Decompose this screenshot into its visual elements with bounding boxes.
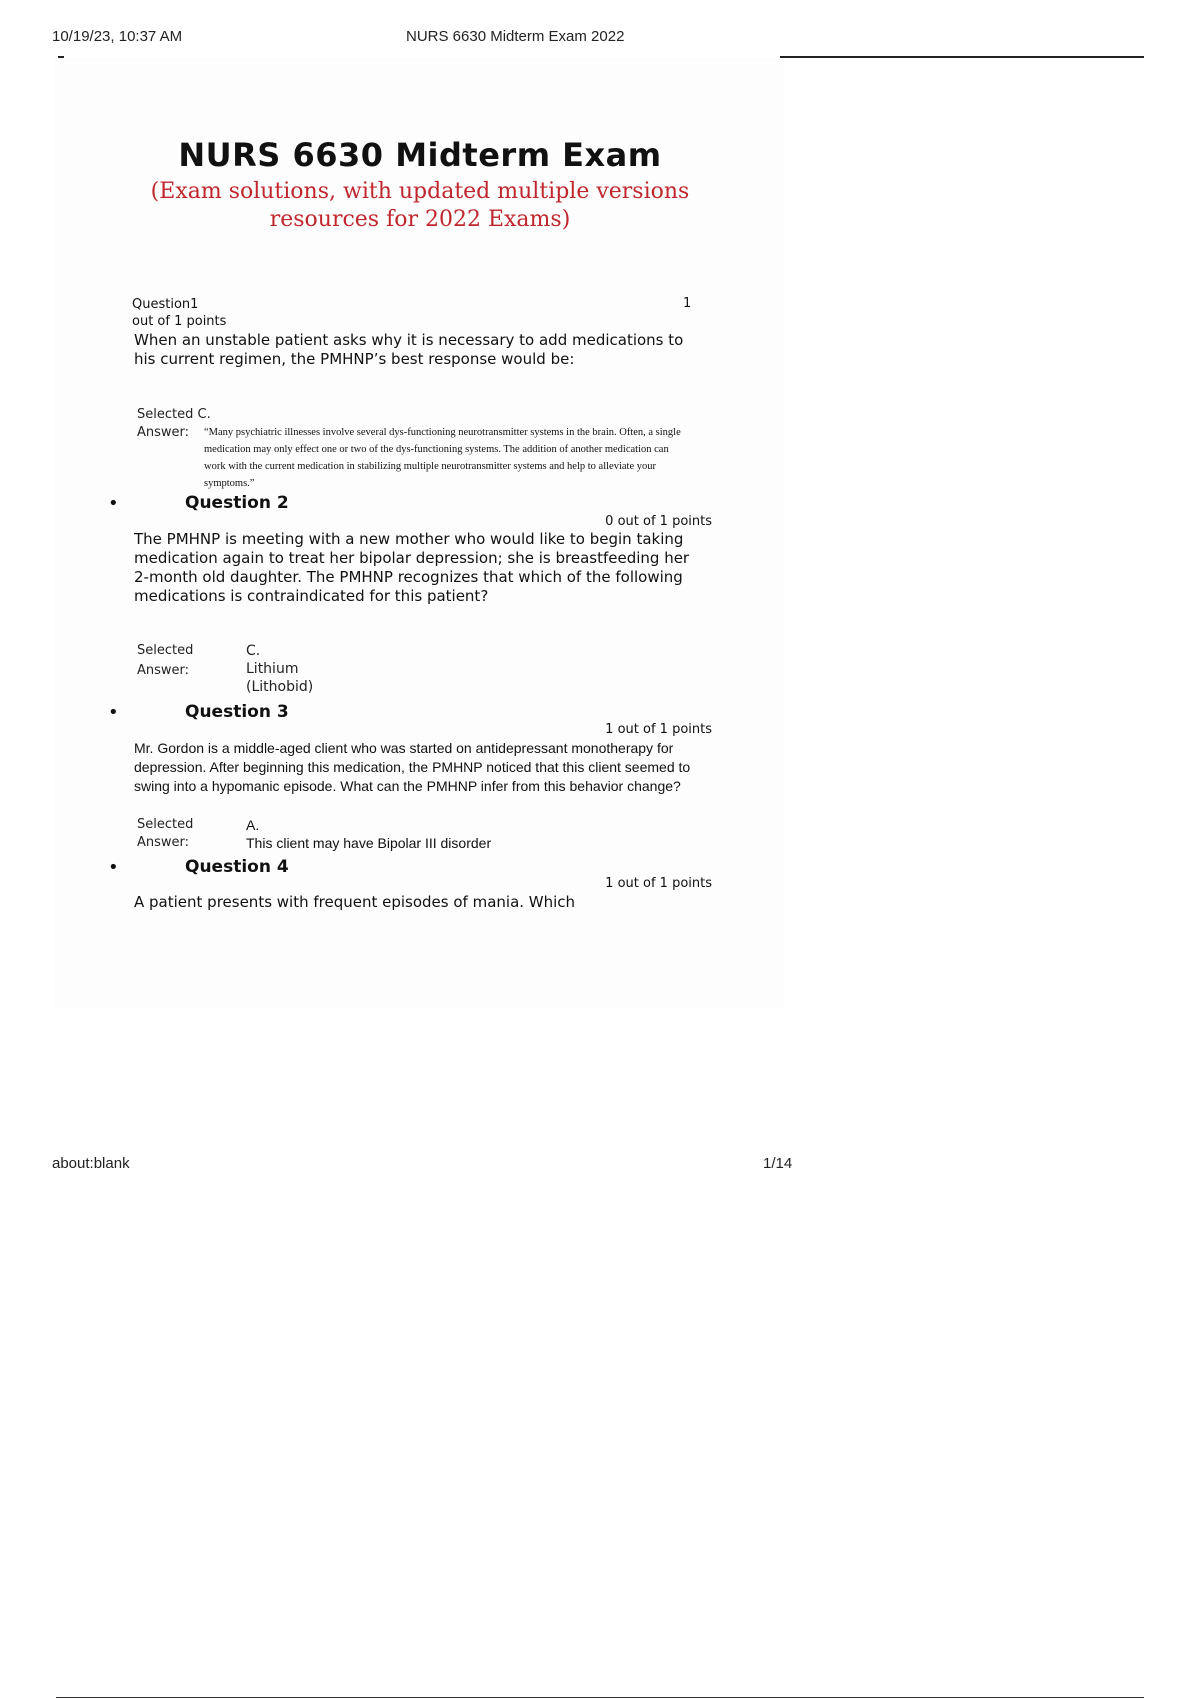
subtitle-line-2: resources for 2022 Exams) — [269, 207, 571, 232]
question-2-text: The PMHNP is meeting with a new mother who would like to begin taking medication again to treat her bipolar depression; she is breastfeeding her 2-month old daughter. The PMHNP recognizes that which of the following medications is contraindicated for this patient? — [134, 530, 690, 605]
question-1-selected-label: Selected C. Answer: — [137, 407, 211, 440]
print-footer-url: about:blank — [52, 1155, 130, 1172]
question-3-answer — [246, 816, 491, 852]
question-3-choice: A. — [246, 817, 260, 833]
question-1-answer-text: “Many psychiatric illnesses involve several dys-functioning neurotransmitter systems in the brain. Often, a single medication may only effect one or two of the dys-functioning systems. The addition of another medication can work with the current medication in stabilizing multiple neurotransmitter systems and help to alleviate your symptoms.” — [204, 427, 681, 489]
question-3-answer-text: This client may have Bipolar III disorder — [246, 835, 492, 851]
question-2-choice: C. — [246, 643, 261, 659]
print-datetime: 10/19/23, 10:37 AM — [52, 28, 183, 45]
document-subtitle — [0, 178, 840, 234]
question-1-score: 1 — [683, 296, 692, 311]
print-title: NURS 6630 Midterm Exam 2022 — [406, 28, 625, 45]
question-4-text: A patient presents with frequent episodes of mania. Which — [134, 893, 576, 911]
question-1-text: When an unstable patient asks why it is necessary to add medications to his current regimen, the PMHNP’s best response would be: — [134, 331, 684, 368]
subtitle-line-1: (Exam solutions, with updated multiple versions — [150, 179, 690, 204]
bottom-rule — [56, 1697, 1144, 1698]
question-2-bullet: • — [108, 493, 119, 514]
question-1-choice: C. — [197, 407, 211, 422]
question-2-points: 0 out of 1 points — [605, 514, 712, 529]
question-1-header — [132, 296, 226, 330]
question-4-points: 1 out of 1 points — [605, 876, 712, 891]
print-footer-page: 1/14 — [763, 1155, 793, 1172]
question-4-bullet: • — [108, 857, 119, 878]
question-1-points: out of 1 points — [132, 314, 227, 329]
question-4-heading: Question 4 — [185, 857, 289, 877]
question-3-heading: Question 3 — [185, 702, 289, 722]
question-3-selected-label: Selected Answer: — [137, 817, 194, 850]
question-2-answer-line-2: (Lithobid) — [246, 679, 314, 695]
document-title: NURS 6630 Midterm Exam — [178, 136, 662, 174]
question-3-text: Mr. Gordon is a middle-aged client who was started on antidepressant monotherapy for depression. After beginning this medication, the PMHNP noticed that this client seemed to swing into a hypomanic episode. What can the PMHNP infer from this behavior change? — [134, 740, 691, 794]
header-tick — [58, 56, 64, 58]
question-2-answer — [246, 642, 313, 696]
header-rule — [780, 56, 1144, 58]
question-2-answer-line-1: Lithium — [246, 661, 299, 677]
question-2-heading: Question 2 — [185, 493, 289, 513]
question-3-bullet: • — [108, 702, 119, 723]
question-3-points: 1 out of 1 points — [605, 722, 712, 737]
question-1-label: Question1 — [132, 297, 199, 312]
question-2-selected-label: Selected Answer: — [137, 643, 194, 678]
